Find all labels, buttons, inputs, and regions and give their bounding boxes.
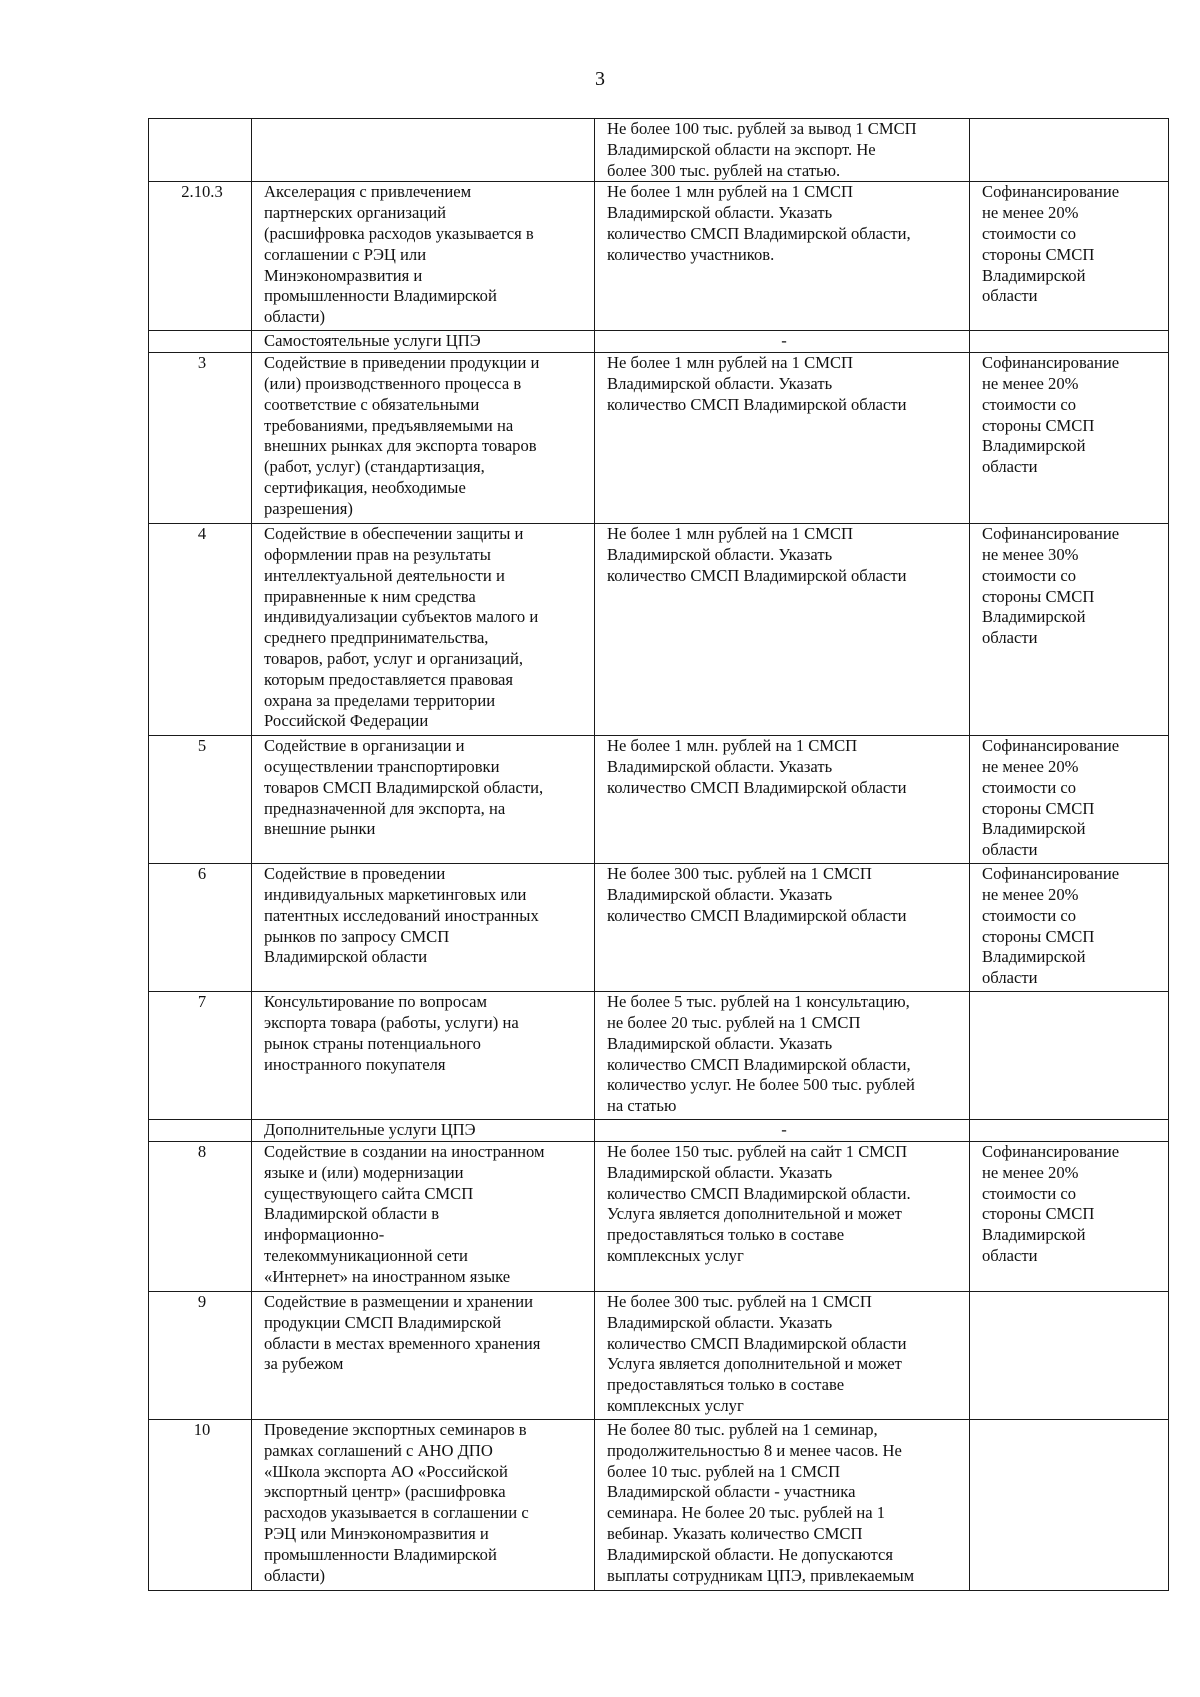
cofinancing-terms [970, 992, 1169, 1120]
table-row [149, 992, 1169, 1120]
cost-limit: Не более 100 тыс. рублей за вывод 1 СМСП Владимирской области на экспорт. Не более 300 тыс. рублей на статью. [595, 119, 970, 182]
table-row [149, 182, 1169, 331]
cofinancing-terms [970, 1419, 1169, 1590]
cofinancing-terms: Софинансирование не менее 20% стоимости со стороны СМСП Владимирской области [970, 1141, 1169, 1291]
cost-limit: Не более 300 тыс. рублей на 1 СМСП Владимирской области. Указать количество СМСП Владимирской области [595, 864, 970, 992]
table-row [149, 736, 1169, 864]
service-description: Содействие в обеспечении защиты и оформлении прав на результаты интеллектуальной деятельности и приравненные к ним средства индивидуализации субъектов малого и среднего предпринимательства, товаров, работ, услуг и организаций, которым предоставляется правовая охрана за пределами территории Российской Федерации [252, 524, 595, 736]
service-description: Содействие в приведении продукции и (или) производственного процесса в соответствие с обязательными требованиями, предъявляемыми на внешних рынках для экспорта товаров (работ, услуг) (стандартизация, сертификация, необходимые разрешения) [252, 353, 595, 524]
row-number: 10 [149, 1419, 252, 1590]
row-number [149, 119, 252, 182]
services-table [148, 118, 1169, 1591]
table-row [149, 1291, 1169, 1419]
table-row [149, 864, 1169, 992]
table-row [149, 1141, 1169, 1291]
cofinancing-terms [970, 1291, 1169, 1419]
row-number: 9 [149, 1291, 252, 1419]
service-description: Содействие в организации и осуществлении транспортировки товаров СМСП Владимирской области, предназначенной для экспорта, на внешние рынки [252, 736, 595, 864]
row-number: 7 [149, 992, 252, 1120]
table-row [149, 119, 1169, 182]
cofinancing-terms [970, 119, 1169, 182]
cofinancing-terms: Софинансирование не менее 20% стоимости со стороны СМСП Владимирской области [970, 182, 1169, 331]
row-number: 8 [149, 1141, 252, 1291]
table-row [149, 353, 1169, 524]
service-description: Консультирование по вопросам экспорта товара (работы, услуги) на рынок страны потенциального иностранного покупателя [252, 992, 595, 1120]
row-number: 4 [149, 524, 252, 736]
section-title: Дополнительные услуги ЦПЭ [252, 1120, 595, 1142]
section-title: Самостоятельные услуги ЦПЭ [252, 331, 595, 353]
page-number: 3 [595, 68, 605, 90]
service-description: Содействие в размещении и хранении продукции СМСП Владимирской области в местах временного хранения за рубежом [252, 1291, 595, 1419]
cofinancing-terms: Софинансирование не менее 20% стоимости со стороны СМСП Владимирской области [970, 736, 1169, 864]
cost-limit: Не более 1 млн рублей на 1 СМСП Владимирской области. Указать количество СМСП Владимирской области [595, 524, 970, 736]
row-number: 5 [149, 736, 252, 864]
section-header-row [149, 1120, 1169, 1142]
section-header-row [149, 331, 1169, 353]
cost-limit: Не более 5 тыс. рублей на 1 консультацию, не более 20 тыс. рублей на 1 СМСП Владимирской области. Указать количество СМСП Владимирской области, количество услуг. Не более 500 тыс. рублей на статью [595, 992, 970, 1120]
cost-limit: Не более 150 тыс. рублей на сайт 1 СМСП Владимирской области. Указать количество СМСП Владимирской области. Услуга является дополнительной и может предоставляться только в составе комплексных услуг [595, 1141, 970, 1291]
row-number: 2.10.3 [149, 182, 252, 331]
service-description: Содействие в создании на иностранном языке и (или) модернизации существующего сайта СМСП Владимирской области в информационно- телекоммуникационной сети «Интернет» на иностранном языке [252, 1141, 595, 1291]
table-row [149, 1419, 1169, 1590]
cost-limit: - [595, 1120, 970, 1142]
cofinancing-terms [970, 1120, 1169, 1142]
service-description: Содействие в проведении индивидуальных маркетинговых или патентных исследований иностранных рынков по запросу СМСП Владимирской области [252, 864, 595, 992]
cost-limit: Не более 1 млн. рублей на 1 СМСП Владимирской области. Указать количество СМСП Владимирской области [595, 736, 970, 864]
cost-limit: - [595, 331, 970, 353]
cost-limit: Не более 80 тыс. рублей на 1 семинар, продолжительностью 8 и менее часов. Не более 10 тыс. рублей на 1 СМСП Владимирской области - участника семинара. Не более 20 тыс. рублей на 1 вебинар. Указать количество СМСП Владимирской области. Не допускаются выплаты сотрудникам ЦПЭ, привлекаемым [595, 1419, 970, 1590]
cost-limit: Не более 1 млн рублей на 1 СМСП Владимирской области. Указать количество СМСП Владимирской области [595, 353, 970, 524]
cofinancing-terms: Софинансирование не менее 20% стоимости со стороны СМСП Владимирской области [970, 353, 1169, 524]
cofinancing-terms [970, 331, 1169, 353]
row-number [149, 331, 252, 353]
table-row [149, 524, 1169, 736]
row-number: 6 [149, 864, 252, 992]
cofinancing-terms: Софинансирование не менее 30% стоимости со стороны СМСП Владимирской области [970, 524, 1169, 736]
row-number: 3 [149, 353, 252, 524]
cost-limit: Не более 300 тыс. рублей на 1 СМСП Владимирской области. Указать количество СМСП Владимирской области Услуга является дополнительной и может предоставляться только в составе комплексных услуг [595, 1291, 970, 1419]
row-number [149, 1120, 252, 1142]
cofinancing-terms: Софинансирование не менее 20% стоимости со стороны СМСП Владимирской области [970, 864, 1169, 992]
service-description: Акселерация с привлечением партнерских организаций (расшифровка расходов указывается в соглашении с РЭЦ или Минэкономразвития и промышленности Владимирской области) [252, 182, 595, 331]
service-description [252, 119, 595, 182]
service-description: Проведение экспортных семинаров в рамках соглашений с АНО ДПО «Школа экспорта АО «Российской экспортный центр» (расшифровка расходов указывается в соглашении с РЭЦ или Минэкономразвития и промышленности Владимирской области) [252, 1419, 595, 1590]
cost-limit: Не более 1 млн рублей на 1 СМСП Владимирской области. Указать количество СМСП Владимирской области, количество участников. [595, 182, 970, 331]
